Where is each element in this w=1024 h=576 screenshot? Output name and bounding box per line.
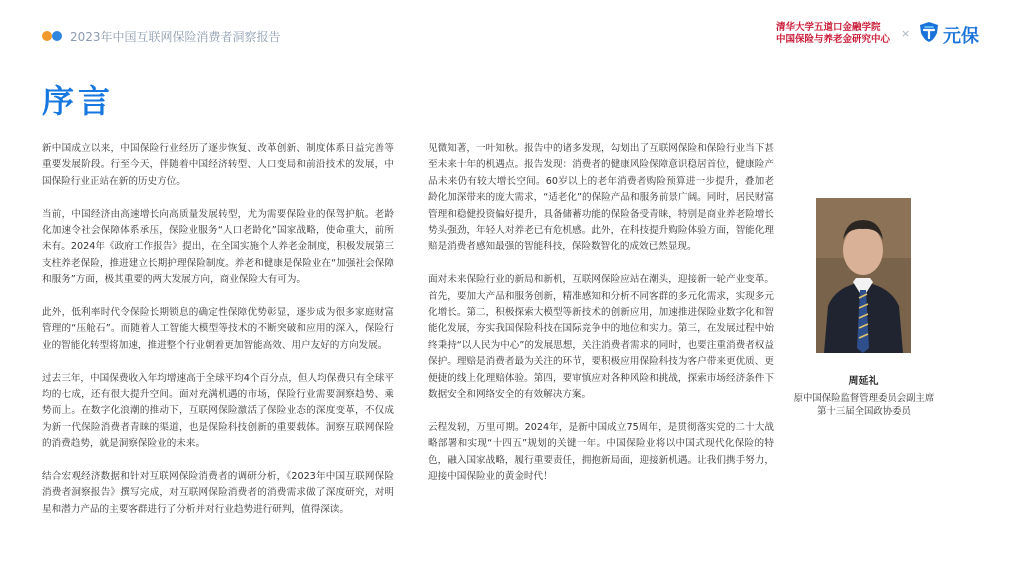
author-name: 周延礼 <box>848 376 879 387</box>
report-title: 2023年中国互联网保险消费者洞察报告 <box>70 30 281 44</box>
author-portrait <box>816 198 911 353</box>
collaboration-times-sign: × <box>901 27 911 40</box>
brand-name: 元保 <box>943 26 979 47</box>
author-title <box>786 392 942 418</box>
brand-shield-icon <box>918 21 940 43</box>
blue-dot <box>52 31 62 41</box>
author-title-line-1: 原中国保险监督管理委员会副主席 <box>793 393 935 404</box>
author-title-line-2: 第十三届全国政协委员 <box>817 406 911 417</box>
paragraph: 见微知著，一叶知秋。报告中的诸多发现，勾划出了互联网保险和保险行业当下甚至未来十年的机遇点。报告发现：消费者的健康风险保障意识稳居首位，健康险产品未来仍有较大增长空间。60岁以上的老年消费者购险预算进一步提升，叠加老龄化加深带来的庞大需求，“适老化”的保险产品和服务前景广阔。同时，居民财富管理和稳健投资偏好提升，具备储蓄功能的保险备受青睐，特别是商业养老险增长势头强劲，年轻人对养老已有危机感。此外，在科技提升购险体验方面，智能化理赔是消费者感知最强的智能科技，保险数智化的成效已然显现。 <box>428 143 774 253</box>
paragraph: 过去三年，中国保费收入年均增速高于全球平均4个百分点，但人均保费只有全球平均的七成，还有很大提升空间。面对充满机遇的市场，保险行业需要洞察趋势、乘势而上。在数字化浪潮的推动下，互联网保险激活了保险业态的深度变革，不仅成为新一代保险消费者青睐的渠道，也是保险科技创新的重要载体。洞察互联网保险的消费趋势，就是洞察保险业的未来。 <box>42 372 394 450</box>
paragraph: 此外，低利率时代令保险长期锁息的确定性保障优势彰显，逐步成为很多家庭财富管理的“压舱石”。而随着人工智能大模型等技术的不断突破和应用的深入，保险行业的智能化转型将加速，推进整个行业朝着更加智能高效、用户友好的方向发展。 <box>42 307 394 351</box>
partner-line-2: 中国保险与养老金研究中心 <box>776 34 891 45</box>
paragraph: 新中国成立以来，中国保险行业经历了逐步恢复、改革创新、制度体系日益完善等重要发展阶段。行至今天，伴随着中国经济转型、人口变局和前沿技术的发展，中国保险行业正站在新的历史方位。 <box>42 143 394 187</box>
paragraph: 结合宏观经济数据和针对互联网保险消费者的调研分析，《2023年中国互联网保险消费者洞察报告》撰写完成，对互联网保险消费者的消费需求做了深度研究，对明星和潜力产品的主要客群进行了分析并对行业趋势进行研判，值得深读。 <box>42 471 394 515</box>
paragraph: 面对未来保险行业的新局和新机，互联网保险应站在潮头，迎接新一轮产业变革。首先，要加大产品和服务创新，精准感知和分析不同客群的多元化需求，实现多元化增长。第二，积极探索大模型等新技术的创新应用，加速推进保险业数字化和智能化发展，夯实我国保险科技在国际竞争中的地位和实力。第三，在发展过程中始终秉持“以人民为中心”的发展思想，关注消费者需求的同时，也要注重消费者权益保护。理赔是消费者最为关注的环节，要积极应用保险科技为客户带来更优质、更便捷的线上化理赔体验。第四，要审慎应对各种风险和挑战，探索市场经济条件下数据安全和网络安全的有效解决方案。 <box>428 274 774 401</box>
left-text-column <box>42 141 394 518</box>
middle-text-column <box>428 141 774 486</box>
page-title: 序言 <box>42 82 115 120</box>
partner-logo-text <box>776 22 896 46</box>
paragraph: 当前，中国经济由高速增长向高质量发展转型，尤为需要保险业的保驾护航。老龄化加速令社会保障体系承压，保险业服务“人口老龄化”国家战略，使命重大，前所未有。2024年《政府工作报告》提出，在全国实施个人养老金制度，积极发展第三支柱养老保险，推进建立长期护理保险制度。养老和健康是保险业在“加强社会保障和服务”方面，极其重要的两大发展方向，商业保险大有可为。 <box>42 208 394 286</box>
logo-dots-icon <box>42 31 64 41</box>
paragraph: 云程发轫，万里可期。2024年，是新中国成立75周年，是贯彻落实党的二十大战略部署和实现“十四五”规划的关键一年。中国保险业将以中国式现代化保险的特色，融入国家战略，履行重要责任，拥抱新局面，迎接新机遇。让我们携手努力，迎接中国保险业的黄金时代！ <box>428 421 774 483</box>
orange-dot <box>42 31 52 41</box>
page-header <box>0 0 1024 62</box>
partner-line-1: 清华大学五道口金融学院 <box>776 22 881 33</box>
